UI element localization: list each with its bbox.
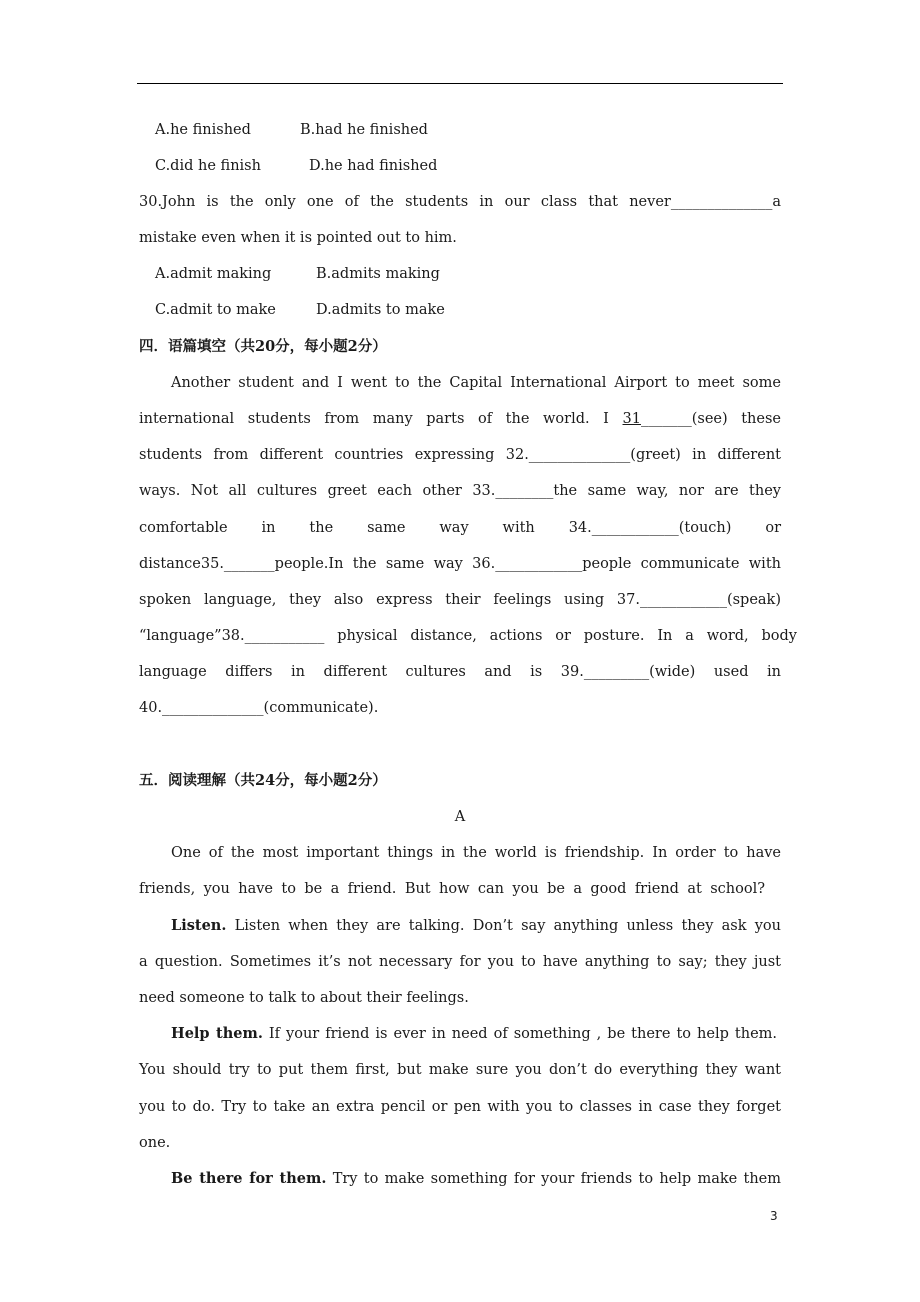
s4-line-8: “language”38.___________ physical distance, actions or posture. In a word, body: [139, 628, 797, 644]
s4-line-2-tail: _______(see) these: [640, 411, 781, 427]
q30-option-c: C.admit to make: [155, 302, 276, 318]
s5-line-6-text: If your friend is ever in need of something , be there to help them.: [268, 1026, 778, 1042]
s5-line-2: friends, you have to be a friend. But how can you be a good friend at school?: [139, 881, 765, 897]
bold-be-there: Be there for them.: [171, 1170, 327, 1187]
s4-line-5: comfortable in the same way with 34.____________(touch) or: [139, 520, 781, 536]
s5-line-9: one.: [139, 1135, 171, 1151]
blank-31: 31: [622, 411, 641, 427]
q29-option-d: D.he had finished: [309, 158, 438, 174]
q30-option-a: A.admit making: [155, 266, 272, 282]
s5-line-10-text: Try to make something for your friends to help make them: [332, 1171, 781, 1187]
s4-line-6: distance35._______people.In the same way 36.____________people communicate with: [139, 556, 781, 572]
s5-line-6: [171, 1024, 777, 1044]
q30-option-d: D.admits to make: [316, 302, 445, 318]
s4-line-3: students from different countries expressing 32.______________(greet) in different: [139, 447, 781, 463]
q30-stem-line-1: 30.John is the only one of the students in our class that never______________a: [139, 194, 781, 210]
q29-option-a: A.he finished: [155, 122, 251, 138]
bold-listen: Listen.: [171, 917, 227, 934]
s5-line-3: [171, 916, 781, 936]
header-rule: [137, 83, 783, 84]
s5-line-4: a question. Sometimes it’s not necessary for you to have anything to say; they just: [139, 954, 781, 970]
bold-help-them: Help them.: [171, 1025, 263, 1042]
q29-option-b: B.had he finished: [300, 122, 428, 138]
s5-line-8: you to do. Try to take an extra pencil or pen with you to classes in case they forget: [139, 1099, 781, 1115]
s4-line-4: ways. Not all cultures greet each other 33.________the same way, nor are they: [139, 483, 781, 499]
page-number: 3: [770, 1209, 778, 1223]
q29-options-row-1: [155, 120, 797, 140]
s4-line-10: 40.______________(communicate).: [139, 700, 379, 716]
q29-option-c: C.did he finish: [155, 158, 261, 174]
q30-option-b: B.admits making: [316, 266, 440, 282]
s5-line-10: [171, 1169, 781, 1189]
s5-line-7: You should try to put them first, but make sure you don’t do everything they want: [139, 1062, 781, 1078]
s4-line-1: Another student and I went to the Capital International Airport to meet some: [171, 375, 781, 391]
s4-line-9: language differs in different cultures and is 39._________(wide) used in: [139, 664, 781, 680]
section5-heading: 五．阅读理解（共24分，每小题2分）: [139, 772, 387, 789]
s4-line-7: spoken language, they also express their feelings using 37.____________(speak): [139, 592, 781, 608]
q30-options-row-1: [155, 264, 797, 284]
q30-stem-line-2: mistake even when it is pointed out to him.: [139, 230, 457, 246]
s4-line-2-text: international students from many parts of the world. I: [139, 411, 609, 427]
s4-line-2: [139, 409, 781, 429]
q29-options-row-2: [155, 156, 797, 176]
section4-heading: 四．语篇填空（共20分，每小题2分）: [139, 338, 387, 355]
passage-label: A: [454, 809, 466, 825]
s5-line-3-text: Listen when they are talking. Don’t say anything unless they ask you: [234, 918, 781, 934]
q30-options-row-2: [155, 300, 797, 320]
s5-line-1: One of the most important things in the world is friendship. In order to have: [171, 845, 781, 861]
s5-line-5: need someone to talk to about their feelings.: [139, 990, 469, 1006]
